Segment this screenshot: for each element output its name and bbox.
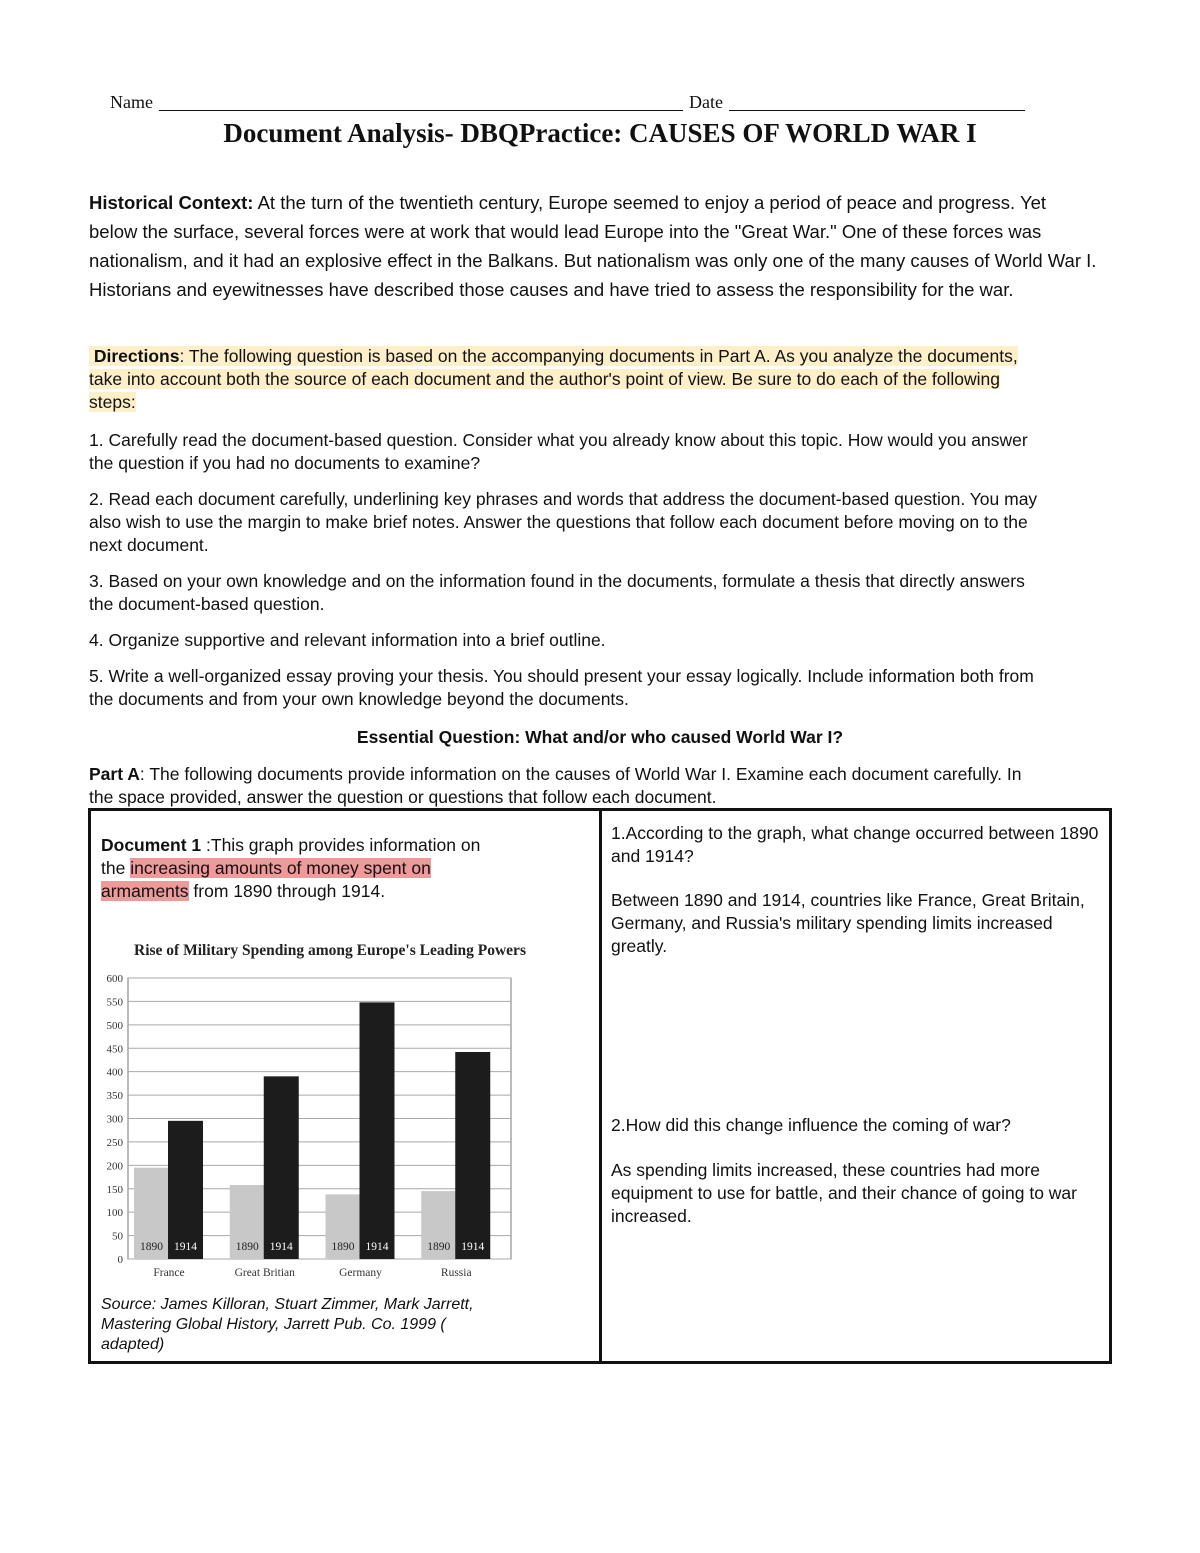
bar-1914 xyxy=(168,1121,203,1259)
date-label: Date xyxy=(688,92,723,112)
directions-label: Directions xyxy=(93,346,180,366)
series-label: 1914 xyxy=(461,1241,485,1253)
steps-list xyxy=(89,429,1049,724)
y-tick-label: 550 xyxy=(106,996,123,1009)
x-category-label: Great Britian xyxy=(234,1267,295,1279)
y-tick-label: 250 xyxy=(106,1136,123,1149)
series-label: 1890 xyxy=(235,1241,259,1253)
step-item: 2. Read each document carefully, underlining key phrases and words that address the document-based question. You may also wish to use the margin to make brief notes. Answer the questions that follow each document before moving on to the next document. xyxy=(89,489,1038,555)
part-a-instructions xyxy=(89,763,1049,809)
answer-1[interactable]: Between 1890 and 1914, countries like France, Great Britain, Germany, and Russia's military spending limits increased greatly. xyxy=(611,890,1085,956)
name-date-header xyxy=(110,92,1060,113)
y-tick-label: 300 xyxy=(106,1113,123,1126)
step-item: 1. Carefully read the document-based question. Consider what you already know about this topic. How would you answer the question if you had no documents to examine? xyxy=(89,430,1028,473)
y-tick-label: 100 xyxy=(106,1207,123,1220)
document-1-source: Source: James Killoran, Stuart Zimmer, Mark Jarrett, Mastering Global History, Jarrett Pub. Co. 1999 ( adapted) xyxy=(101,1296,474,1353)
directions-highlight xyxy=(89,346,1018,412)
step-item: 4. Organize supportive and relevant information into a brief outline. xyxy=(89,630,606,650)
y-tick-label: 450 xyxy=(106,1043,123,1056)
step-item: 5. Write a well-organized essay proving your thesis. You should present your essay logically. Include information both from the documents and from your own knowledge beyond the documents. xyxy=(89,666,1034,709)
x-category-label: Russia xyxy=(440,1267,472,1279)
historical-context-label: Historical Context: xyxy=(89,192,254,213)
y-tick-label: 0 xyxy=(117,1254,123,1266)
document-1-label: Document 1 xyxy=(101,835,202,855)
x-category-label: Germany xyxy=(339,1267,382,1279)
name-line[interactable] xyxy=(159,92,683,111)
x-category-label: France xyxy=(153,1267,185,1279)
question-1: 1.According to the graph, what change occurred between 1890 and 1914? xyxy=(611,823,1099,866)
series-label: 1914 xyxy=(269,1241,293,1253)
series-label: 1914 xyxy=(365,1241,389,1253)
series-label: 1890 xyxy=(427,1241,451,1253)
y-tick-label: 50 xyxy=(112,1230,123,1243)
series-label: 1890 xyxy=(331,1241,355,1253)
document-1-intro: :This graph provides information on the xyxy=(101,835,481,878)
y-tick-label: 600 xyxy=(106,973,123,985)
directions xyxy=(89,345,1049,414)
name-label: Name xyxy=(110,92,153,112)
y-tick-label: 350 xyxy=(106,1090,123,1103)
bar-1914 xyxy=(360,1002,395,1259)
document-1-description xyxy=(101,834,501,903)
series-label: 1890 xyxy=(140,1241,163,1253)
answer-2[interactable]: As spending limits increased, these countries had more equipment to use for battle, and their chance of going to war increased. xyxy=(611,1160,1077,1226)
essential-question: Essential Question: What and/or who caused World War I? xyxy=(356,727,844,747)
step-item: 3. Based on your own knowledge and on the information found in the documents, formulate a thesis that directly answers the document-based question. xyxy=(89,571,1025,614)
date-line[interactable] xyxy=(729,92,1025,111)
y-tick-label: 500 xyxy=(106,1019,123,1032)
document-1-highlight: increasing amounts of money spent on armaments xyxy=(101,858,431,901)
y-tick-label: 400 xyxy=(106,1066,123,1079)
historical-context xyxy=(89,188,1099,304)
bar-1914 xyxy=(264,1076,299,1259)
bar-1914 xyxy=(455,1052,490,1259)
series-label: 1914 xyxy=(174,1241,197,1253)
part-a-text: : The following documents provide information on the causes of World War I. Examine each document carefully. In the space provided, answer the question or questions that follow each document. xyxy=(89,764,1022,807)
directions-text: : The following question is based on the accompanying documents in Part A. As you analyze the documents, take into account both the source of each document and the author's point of view. Be sure to do each of the following steps: xyxy=(89,346,1018,412)
historical-context-text: At the turn of the twentieth century, Europe seemed to enjoy a period of peace and progress. Yet below the surface, several forces were at work that would lead Europe into the "Great War." One of these forces was nationalism, and it had an explosive effect in the Balkans. But nationalism was only one of the many causes of World War I. Historians and eyewitnesses have described those causes and have tried to assess the responsibility for the war. xyxy=(89,192,1097,300)
page-title: Document Analysis- DBQPractice: CAUSES OF WORLD WAR I xyxy=(223,118,977,148)
chart-title: Rise of Military Spending among Europe's Leading Powers xyxy=(134,942,526,959)
document-1-outro: from 1890 through 1914. xyxy=(188,881,386,901)
y-tick-label: 150 xyxy=(106,1183,123,1196)
y-tick-label: 200 xyxy=(106,1160,123,1173)
table-divider xyxy=(599,808,602,1364)
part-a-label: Part A xyxy=(89,764,140,784)
military-spending-chart xyxy=(95,935,580,1290)
question-2: 2.How did this change influence the coming of war? xyxy=(611,1115,1011,1135)
